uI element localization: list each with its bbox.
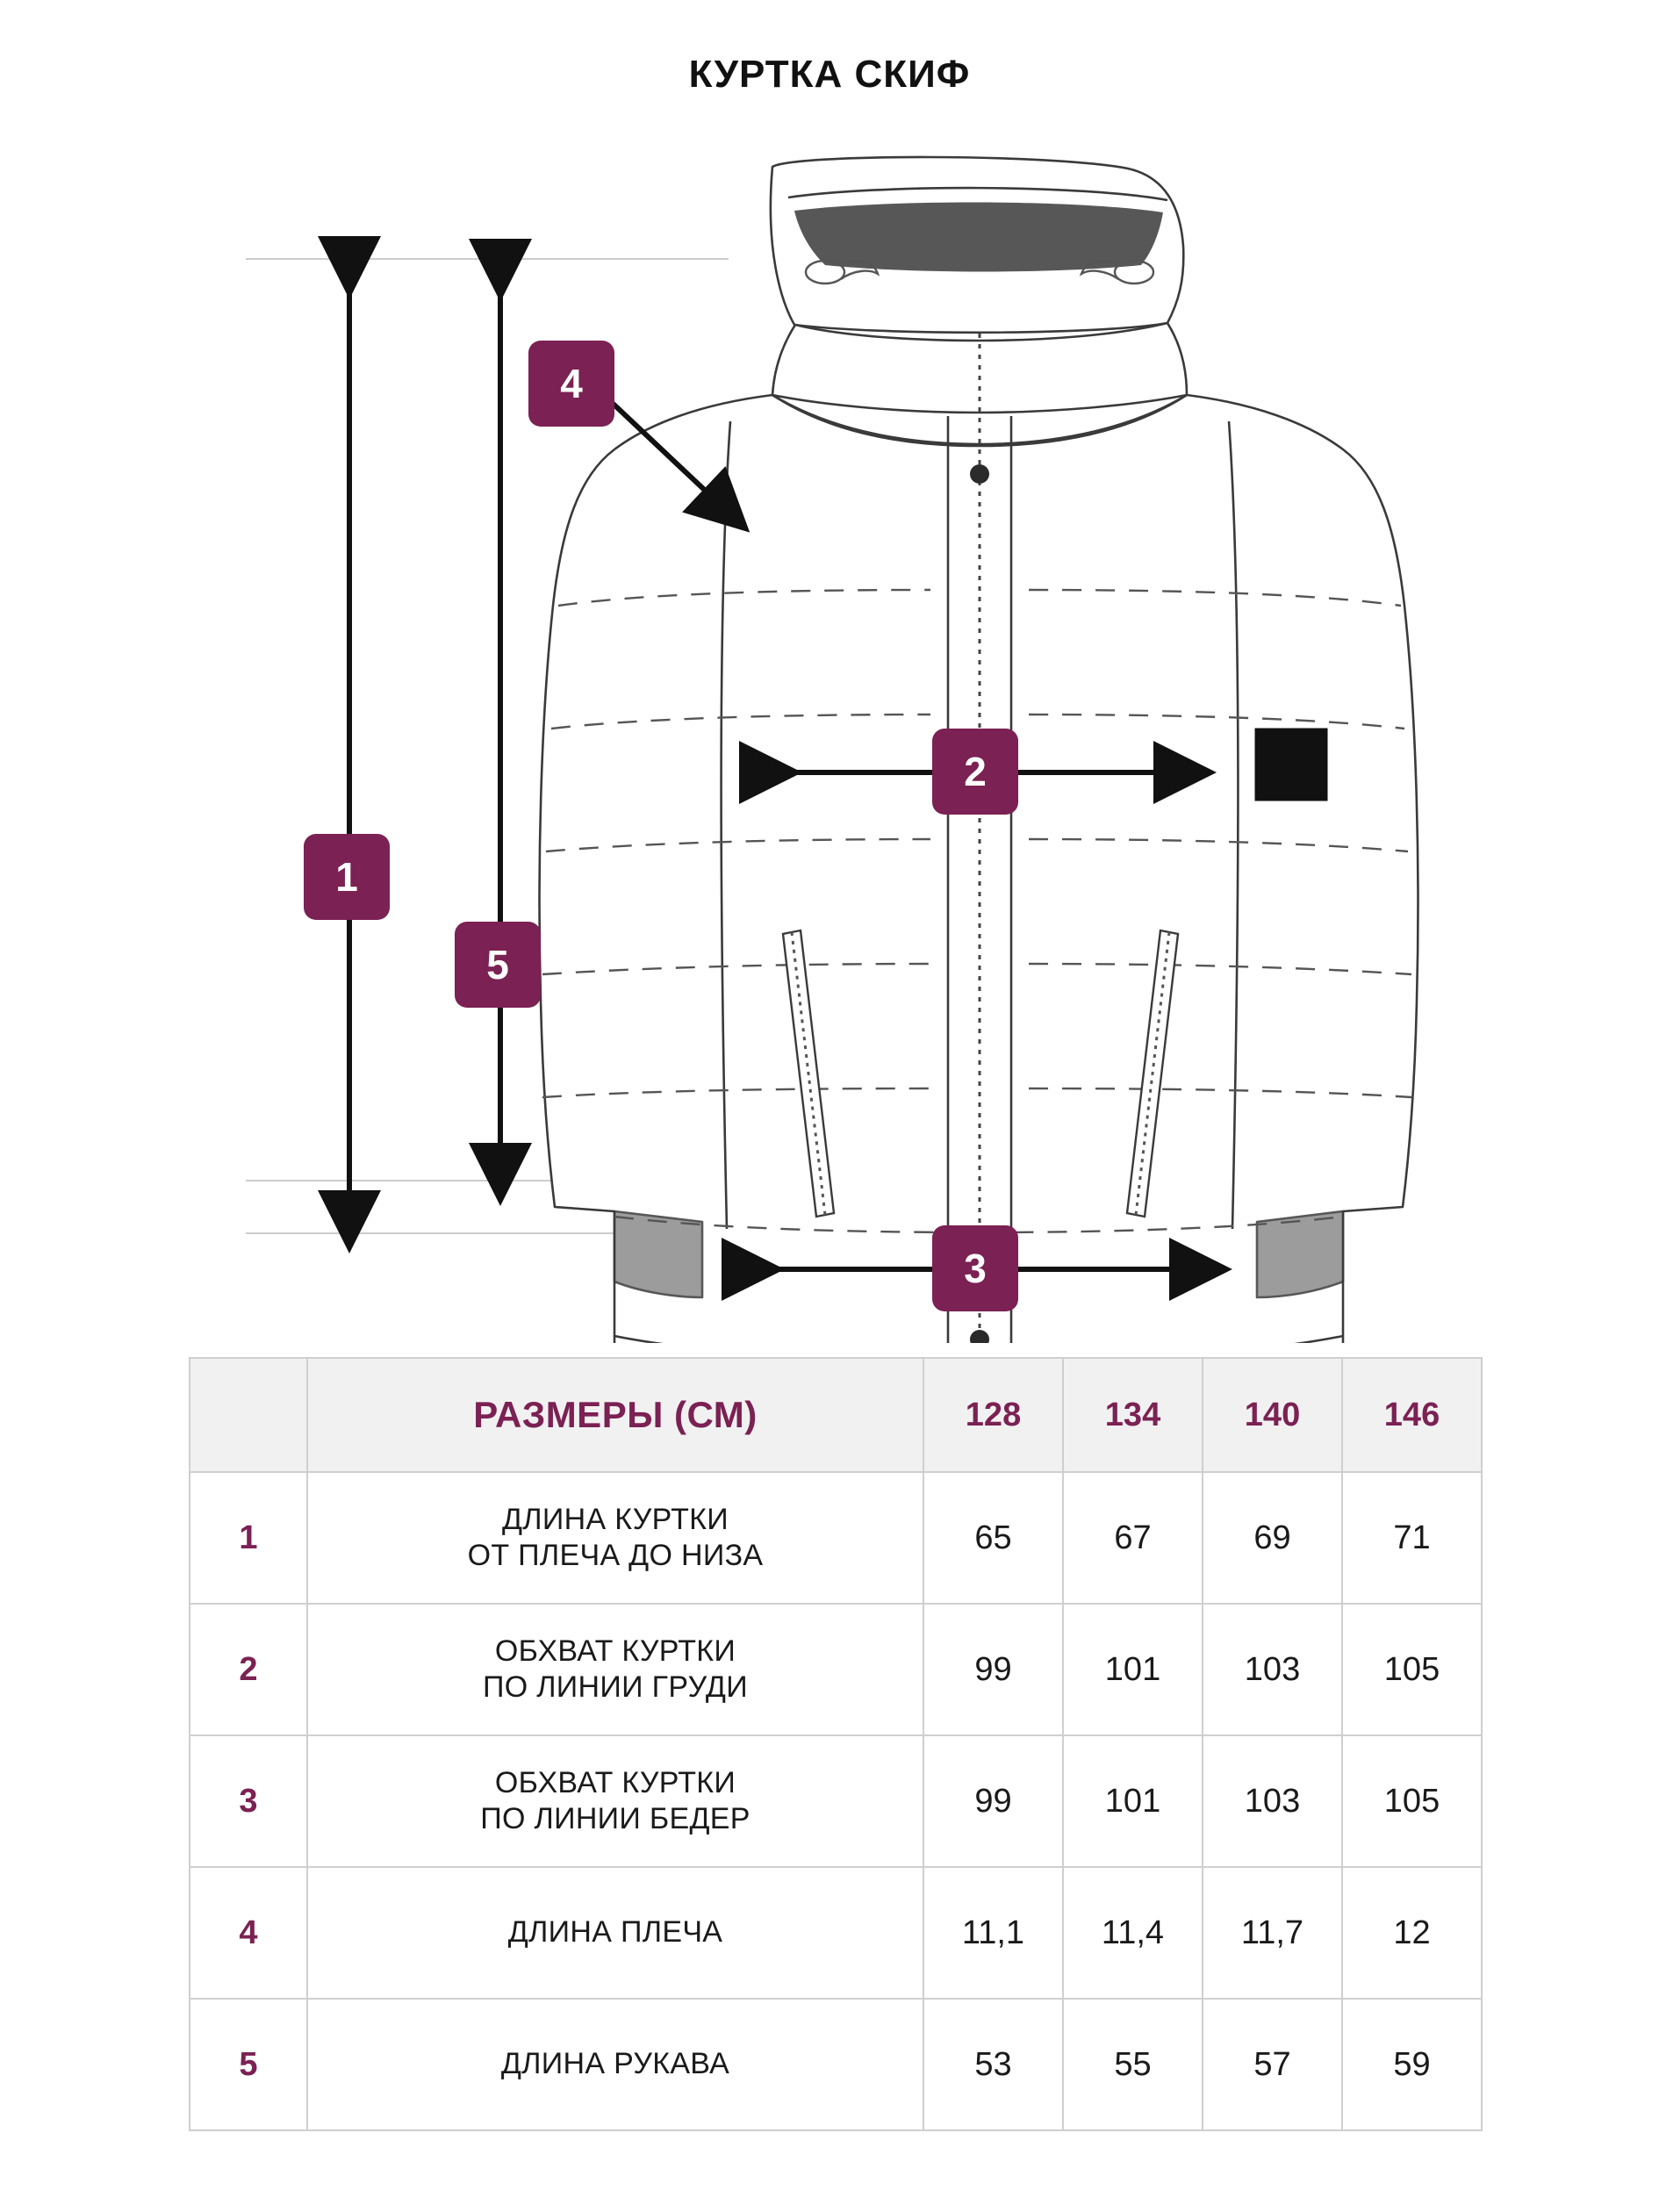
badge-4: 4 bbox=[528, 341, 614, 427]
table-header-row bbox=[190, 1358, 1482, 1472]
sleeve-patch bbox=[1255, 729, 1327, 801]
size-table-container bbox=[189, 1357, 1470, 2131]
row-name-line2: ПО ЛИНИИ БЕДЕР bbox=[480, 1802, 750, 1835]
table-row bbox=[190, 1999, 1482, 2130]
row-value-128: 99 bbox=[923, 1604, 1063, 1735]
row-name-line1: ОБХВАТ КУРТКИ bbox=[494, 1765, 736, 1799]
header-size-146: 146 bbox=[1342, 1358, 1482, 1472]
header-size-134: 134 bbox=[1063, 1358, 1203, 1472]
row-name-line1: ДЛИНА КУРТКИ bbox=[501, 1502, 729, 1536]
row-name-line1: ДЛИНА РУКАВА bbox=[500, 2047, 730, 2081]
row-value-146: 71 bbox=[1342, 1472, 1482, 1604]
badge-2: 2 bbox=[932, 729, 1018, 815]
table-row bbox=[190, 1867, 1482, 1999]
row-name-line1: ДЛИНА ПЛЕЧА bbox=[507, 1915, 723, 1950]
row-value-140: 57 bbox=[1203, 1999, 1342, 2130]
row-value-128: 99 bbox=[923, 1735, 1063, 1867]
badge-5: 5 bbox=[455, 922, 541, 1008]
row-value-128: 53 bbox=[923, 1999, 1063, 2130]
row-name-line1: ОБХВАТ КУРТКИ bbox=[494, 1634, 736, 1668]
page-title: КУРТКА СКИФ bbox=[688, 53, 971, 96]
header-size-140: 140 bbox=[1203, 1358, 1342, 1472]
row-index: 3 bbox=[190, 1735, 307, 1867]
row-name-line2: ПО ЛИНИИ ГРУДИ bbox=[482, 1670, 749, 1704]
row-name bbox=[307, 1867, 923, 1999]
row-value-146: 105 bbox=[1342, 1735, 1482, 1867]
row-value-140: 11,7 bbox=[1203, 1867, 1342, 1999]
row-value-146: 12 bbox=[1342, 1867, 1482, 1999]
row-name bbox=[307, 1999, 923, 2130]
header-size-128: 128 bbox=[923, 1358, 1063, 1472]
row-name-line2: ОТ ПЛЕЧА ДО НИЗА bbox=[467, 1539, 764, 1572]
header-title-cell: РАЗМЕРЫ (СМ) bbox=[307, 1358, 923, 1472]
table-row bbox=[190, 1604, 1482, 1735]
row-value-134: 67 bbox=[1063, 1472, 1203, 1604]
row-value-134: 11,4 bbox=[1063, 1867, 1203, 1999]
row-name bbox=[307, 1735, 923, 1867]
row-value-146: 105 bbox=[1342, 1604, 1482, 1735]
row-name bbox=[307, 1604, 923, 1735]
header-index-cell bbox=[190, 1358, 307, 1472]
table-row bbox=[190, 1472, 1482, 1604]
row-value-134: 101 bbox=[1063, 1735, 1203, 1867]
row-index: 5 bbox=[190, 1999, 307, 2130]
row-value-140: 103 bbox=[1203, 1604, 1342, 1735]
badge-3: 3 bbox=[932, 1225, 1018, 1311]
row-value-128: 65 bbox=[923, 1472, 1063, 1604]
row-index: 4 bbox=[190, 1867, 307, 1999]
row-index: 1 bbox=[190, 1472, 307, 1604]
table-row bbox=[190, 1735, 1482, 1867]
row-value-128: 11,1 bbox=[923, 1867, 1063, 1999]
badge-1: 1 bbox=[304, 834, 390, 920]
row-value-134: 101 bbox=[1063, 1604, 1203, 1735]
row-value-146: 59 bbox=[1342, 1999, 1482, 2130]
row-value-140: 69 bbox=[1203, 1472, 1342, 1604]
size-table bbox=[189, 1357, 1483, 2131]
jacket-svg bbox=[0, 114, 1659, 1343]
row-value-140: 103 bbox=[1203, 1735, 1342, 1867]
row-value-134: 55 bbox=[1063, 1999, 1203, 2130]
jacket-measurement-diagram bbox=[0, 114, 1659, 1343]
row-name bbox=[307, 1472, 923, 1604]
row-index: 2 bbox=[190, 1604, 307, 1735]
